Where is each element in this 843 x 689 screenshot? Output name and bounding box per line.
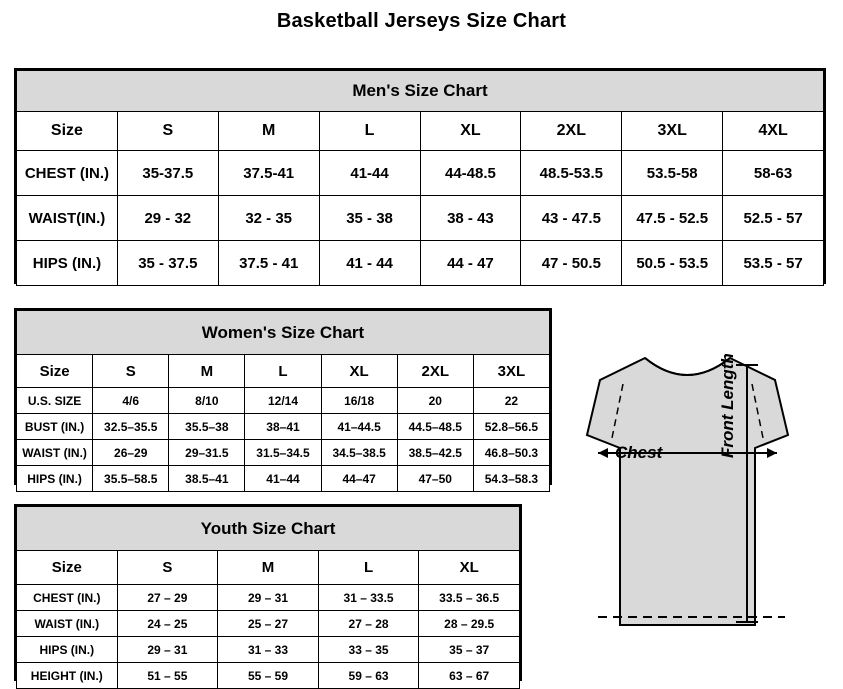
mens-chest-s: 35-37.5 bbox=[117, 151, 218, 196]
womens-hips-s: 35.5–58.5 bbox=[93, 466, 169, 492]
youth-height-m: 55 – 59 bbox=[218, 663, 319, 689]
mens-waist-l: 35 - 38 bbox=[319, 196, 420, 241]
mens-hips-4xl: 53.5 - 57 bbox=[723, 241, 824, 286]
youth-header-row bbox=[17, 551, 520, 585]
mens-header-l: L bbox=[319, 112, 420, 151]
womens-size-chart bbox=[14, 308, 552, 485]
youth-size-chart bbox=[14, 504, 522, 681]
table-row bbox=[17, 611, 520, 637]
youth-height-s: 51 – 55 bbox=[117, 663, 218, 689]
mens-waist-xl: 38 - 43 bbox=[420, 196, 521, 241]
mens-caption: Men's Size Chart bbox=[17, 71, 824, 112]
youth-chest-l: 31 – 33.5 bbox=[318, 585, 419, 611]
womens-size-table bbox=[16, 310, 550, 492]
womens-waist-l: 31.5–34.5 bbox=[245, 440, 321, 466]
mens-chest-3xl: 53.5-58 bbox=[622, 151, 723, 196]
womens-header-s: S bbox=[93, 355, 169, 388]
womens-header-size: Size bbox=[17, 355, 93, 388]
womens-header-l: L bbox=[245, 355, 321, 388]
youth-row-label-waist: WAIST (IN.) bbox=[17, 611, 118, 637]
jersey-measurement-diagram bbox=[540, 340, 835, 685]
table-row bbox=[17, 466, 550, 492]
womens-waist-xl: 34.5–38.5 bbox=[321, 440, 397, 466]
youth-chest-s: 27 – 29 bbox=[117, 585, 218, 611]
youth-header-l: L bbox=[318, 551, 419, 585]
womens-header-3xl: 3XL bbox=[473, 355, 549, 388]
table-row bbox=[17, 388, 550, 414]
table-row bbox=[17, 585, 520, 611]
mens-header-size: Size bbox=[17, 112, 118, 151]
youth-waist-m: 25 – 27 bbox=[218, 611, 319, 637]
womens-caption-row bbox=[17, 311, 550, 355]
youth-hips-m: 31 – 33 bbox=[218, 637, 319, 663]
womens-waist-m: 29–31.5 bbox=[169, 440, 245, 466]
youth-row-label-chest: CHEST (IN.) bbox=[17, 585, 118, 611]
womens-header-2xl: 2XL bbox=[397, 355, 473, 388]
womens-hips-m: 38.5–41 bbox=[169, 466, 245, 492]
mens-header-row bbox=[17, 112, 824, 151]
mens-hips-3xl: 50.5 - 53.5 bbox=[622, 241, 723, 286]
mens-hips-s: 35 - 37.5 bbox=[117, 241, 218, 286]
mens-waist-4xl: 52.5 - 57 bbox=[723, 196, 824, 241]
youth-hips-l: 33 – 35 bbox=[318, 637, 419, 663]
youth-header-xl: XL bbox=[419, 551, 520, 585]
mens-chest-2xl: 48.5-53.5 bbox=[521, 151, 622, 196]
womens-ussize-s: 4/6 bbox=[93, 388, 169, 414]
chest-arrow-right bbox=[767, 448, 777, 458]
youth-height-l: 59 – 63 bbox=[318, 663, 419, 689]
front-length-annotation-label: Front Length bbox=[718, 353, 737, 458]
womens-bust-xl: 41–44.5 bbox=[321, 414, 397, 440]
youth-caption: Youth Size Chart bbox=[17, 507, 520, 551]
womens-row-label-us-size: U.S. SIZE bbox=[17, 388, 93, 414]
womens-ussize-2xl: 20 bbox=[397, 388, 473, 414]
table-row bbox=[17, 151, 824, 196]
mens-chest-m: 37.5-41 bbox=[218, 151, 319, 196]
womens-ussize-3xl: 22 bbox=[473, 388, 549, 414]
womens-hips-3xl: 54.3–58.3 bbox=[473, 466, 549, 492]
mens-row-label-hips: HIPS (IN.) bbox=[17, 241, 118, 286]
womens-header-m: M bbox=[169, 355, 245, 388]
mens-hips-l: 41 - 44 bbox=[319, 241, 420, 286]
womens-bust-3xl: 52.8–56.5 bbox=[473, 414, 549, 440]
mens-hips-2xl: 47 - 50.5 bbox=[521, 241, 622, 286]
mens-hips-xl: 44 - 47 bbox=[420, 241, 521, 286]
mens-waist-3xl: 47.5 - 52.5 bbox=[622, 196, 723, 241]
table-row bbox=[17, 637, 520, 663]
youth-size-table bbox=[16, 506, 520, 689]
womens-header-row bbox=[17, 355, 550, 388]
chest-arrow-left bbox=[598, 448, 608, 458]
youth-hips-s: 29 – 31 bbox=[117, 637, 218, 663]
youth-header-s: S bbox=[117, 551, 218, 585]
womens-bust-s: 32.5–35.5 bbox=[93, 414, 169, 440]
womens-ussize-xl: 16/18 bbox=[321, 388, 397, 414]
youth-header-m: M bbox=[218, 551, 319, 585]
womens-row-label-hips: HIPS (IN.) bbox=[17, 466, 93, 492]
table-row bbox=[17, 663, 520, 689]
mens-caption-row bbox=[17, 71, 824, 112]
womens-header-xl: XL bbox=[321, 355, 397, 388]
table-row bbox=[17, 414, 550, 440]
jersey-illustration-svg bbox=[540, 340, 835, 685]
mens-header-4xl: 4XL bbox=[723, 112, 824, 151]
womens-hips-2xl: 47–50 bbox=[397, 466, 473, 492]
jersey-body-shape bbox=[587, 358, 788, 625]
womens-caption: Women's Size Chart bbox=[17, 311, 550, 355]
mens-chest-xl: 44-48.5 bbox=[420, 151, 521, 196]
womens-waist-3xl: 46.8–50.3 bbox=[473, 440, 549, 466]
youth-header-size: Size bbox=[17, 551, 118, 585]
table-row bbox=[17, 440, 550, 466]
womens-bust-2xl: 44.5–48.5 bbox=[397, 414, 473, 440]
chest-annotation-label: Chest bbox=[615, 443, 663, 462]
womens-row-label-waist: WAIST (IN.) bbox=[17, 440, 93, 466]
womens-ussize-m: 8/10 bbox=[169, 388, 245, 414]
mens-header-2xl: 2XL bbox=[521, 112, 622, 151]
mens-chest-4xl: 58-63 bbox=[723, 151, 824, 196]
mens-header-m: M bbox=[218, 112, 319, 151]
mens-header-3xl: 3XL bbox=[622, 112, 723, 151]
womens-hips-xl: 44–47 bbox=[321, 466, 397, 492]
youth-caption-row bbox=[17, 507, 520, 551]
mens-size-chart bbox=[14, 68, 826, 284]
mens-row-label-waist: WAIST(IN.) bbox=[17, 196, 118, 241]
youth-waist-xl: 28 – 29.5 bbox=[419, 611, 520, 637]
youth-chest-xl: 33.5 – 36.5 bbox=[419, 585, 520, 611]
youth-row-label-height: HEIGHT (IN.) bbox=[17, 663, 118, 689]
youth-waist-s: 24 – 25 bbox=[117, 611, 218, 637]
youth-chest-m: 29 – 31 bbox=[218, 585, 319, 611]
mens-waist-2xl: 43 - 47.5 bbox=[521, 196, 622, 241]
youth-hips-xl: 35 – 37 bbox=[419, 637, 520, 663]
mens-header-xl: XL bbox=[420, 112, 521, 151]
table-row bbox=[17, 196, 824, 241]
table-row bbox=[17, 241, 824, 286]
page-title: Basketball Jerseys Size Chart bbox=[276, 10, 567, 32]
womens-hips-l: 41–44 bbox=[245, 466, 321, 492]
womens-waist-s: 26–29 bbox=[93, 440, 169, 466]
youth-row-label-hips: HIPS (IN.) bbox=[17, 637, 118, 663]
youth-height-xl: 63 – 67 bbox=[419, 663, 520, 689]
mens-size-table bbox=[16, 70, 824, 286]
mens-waist-s: 29 - 32 bbox=[117, 196, 218, 241]
mens-chest-l: 41-44 bbox=[319, 151, 420, 196]
mens-row-label-chest: CHEST (IN.) bbox=[17, 151, 118, 196]
mens-header-s: S bbox=[117, 112, 218, 151]
womens-waist-2xl: 38.5–42.5 bbox=[397, 440, 473, 466]
womens-bust-m: 35.5–38 bbox=[169, 414, 245, 440]
youth-waist-l: 27 – 28 bbox=[318, 611, 419, 637]
womens-bust-l: 38–41 bbox=[245, 414, 321, 440]
mens-hips-m: 37.5 - 41 bbox=[218, 241, 319, 286]
womens-ussize-l: 12/14 bbox=[245, 388, 321, 414]
mens-waist-m: 32 - 35 bbox=[218, 196, 319, 241]
womens-row-label-bust: BUST (IN.) bbox=[17, 414, 93, 440]
